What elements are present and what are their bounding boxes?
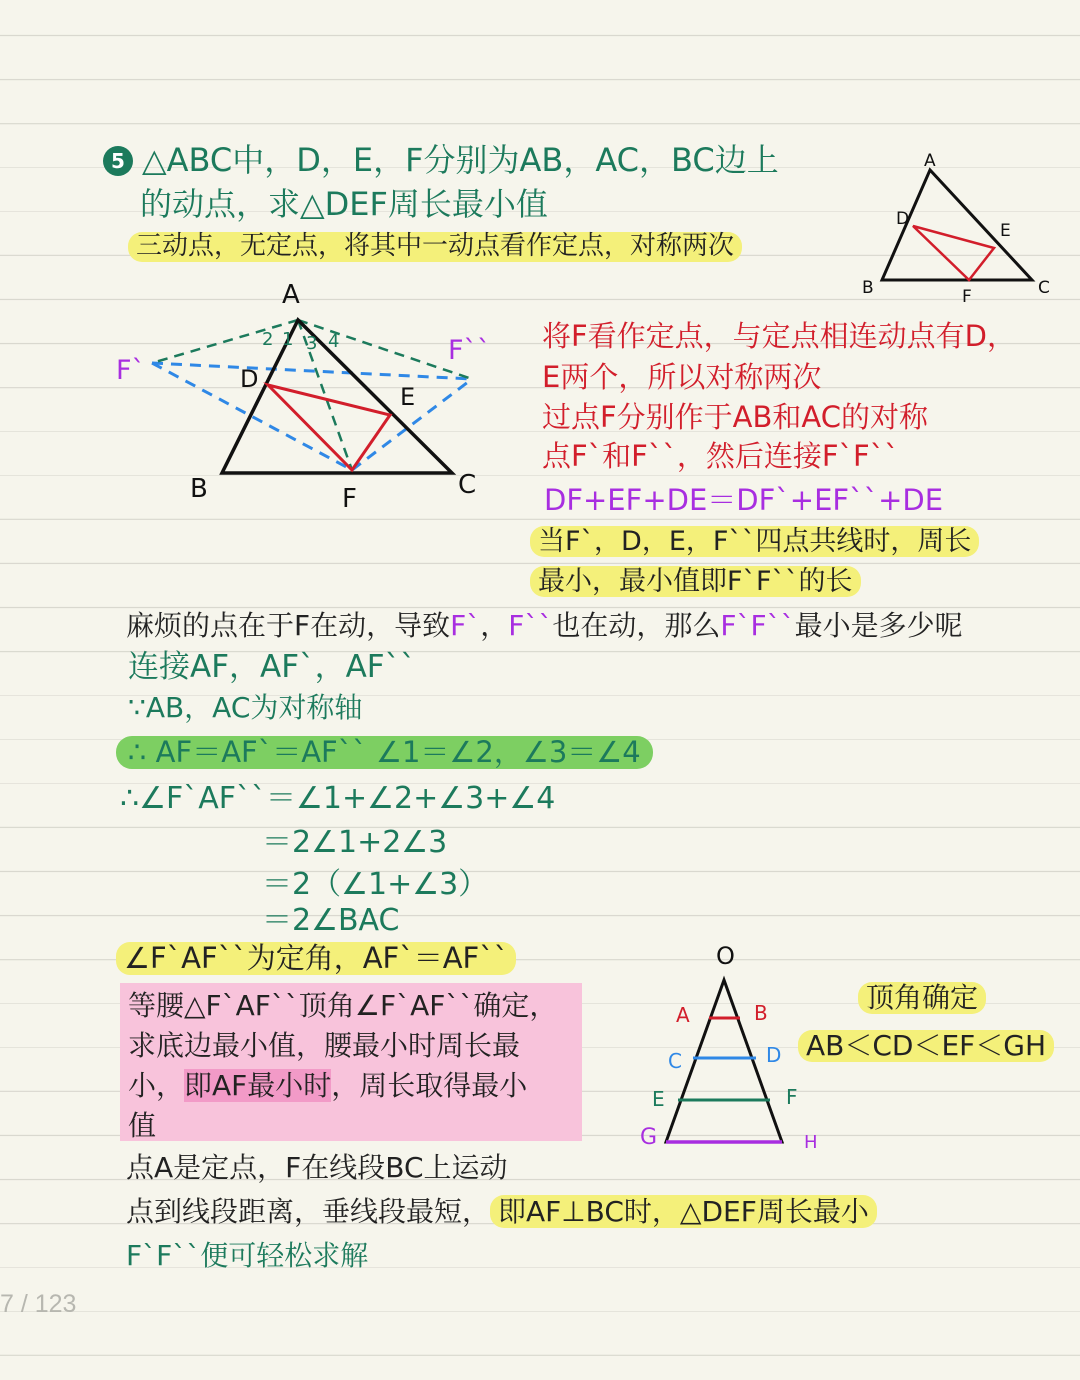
right-note-line-2: E两个，所以对称两次: [542, 360, 822, 394]
question-f1: F`: [450, 609, 481, 642]
small-label-D: D: [896, 209, 910, 229]
equation-step-2: ＝2（∠1+∠3）: [262, 867, 489, 902]
point-a-line: 点A是定点，F在线段BC上运动: [126, 1151, 508, 1184]
small-label-E: E: [1000, 221, 1011, 241]
iso-label-G: G: [640, 1125, 658, 1150]
angle-label-4: 4: [328, 331, 340, 352]
question-prefix: 麻烦的点在于F在动，导致: [126, 609, 451, 642]
connect-line: 连接AF，AF`，AF``: [128, 649, 416, 685]
therefore-line-2: ∴∠F`AF``＝∠1+∠2+∠3+∠4: [120, 781, 556, 816]
small-dEF-triangle: [913, 226, 994, 280]
collinear-condition-line-2: 最小，最小值即F`F``的长: [530, 566, 861, 597]
pink-line-1: 等腰△F`AF``顶角∠F`AF``确定，: [128, 989, 558, 1022]
pink-line-3: [128, 1070, 527, 1102]
question-ff: F`F``: [720, 609, 795, 642]
fixed-angle-line: ∠F`AF``为定角，AF`＝AF``: [116, 942, 516, 975]
label-F2: F``: [448, 335, 491, 366]
pink-line-3-c: ，周长取得最小: [331, 1069, 528, 1102]
question-mid: 也在动，那么: [552, 609, 721, 642]
segment-inequality: AB＜CD＜EF＜GH: [798, 1030, 1054, 1062]
pink-line-4: 值: [128, 1109, 157, 1142]
iso-label-H: H: [804, 1132, 818, 1153]
problem-line-2: 的动点，求△DEF周长最小值: [140, 185, 548, 223]
iso-label-F: F: [786, 1085, 798, 1109]
label-B: B: [190, 474, 208, 504]
iso-label-D: D: [766, 1043, 782, 1067]
equation-step-1: ＝2∠1+2∠3: [262, 825, 448, 860]
question-sep: ，: [480, 609, 509, 642]
small-triangle-diagram: [858, 150, 1058, 310]
therefore-line-1: ∴ AF＝AF`＝AF`` ∠1＝∠2，∠3＝∠4: [116, 736, 653, 769]
iso-label-C: C: [668, 1049, 682, 1073]
perimeter-equation: DF+EF+DE＝DF`+EF``+DE: [544, 483, 944, 517]
problem-line-1: △ABC中，D，E，F分别为AB，AC，BC边上: [142, 141, 779, 179]
main-reflection-diagram: [110, 275, 530, 525]
question-f2: F``: [508, 609, 553, 642]
green-dashed-a-f1: [152, 320, 298, 363]
small-label-F: F: [962, 287, 972, 307]
problem-number-badge: 5: [103, 146, 133, 176]
iso-label-B: B: [754, 1001, 768, 1025]
angle-label-1: 1: [282, 329, 294, 350]
pink-line-3-emphasis: 即AF最小时: [184, 1069, 332, 1102]
final-line: F`F``便可轻松求解: [126, 1239, 369, 1272]
distance-highlight: 即AF⊥BC时，△DEF周长最小: [490, 1195, 877, 1228]
label-F: F: [342, 484, 357, 514]
right-note-line-3: 过点F分别作于AB和AC的对称: [542, 400, 928, 434]
iso-label-E: E: [652, 1087, 665, 1111]
equation-step-3: ＝2∠BAC: [262, 903, 400, 938]
angle-label-2: 2: [262, 329, 274, 350]
collinear-condition-line-1: 当F`，D，E，F``四点共线时，周长: [530, 526, 979, 557]
small-label-A: A: [924, 151, 936, 171]
because-line: ∵AB，AC为对称轴: [128, 691, 363, 724]
distance-line: [126, 1196, 877, 1228]
blue-dashed-f1-f2: [152, 363, 472, 379]
label-C: C: [458, 470, 477, 500]
angle-label-3: 3: [306, 333, 318, 354]
distance-prefix: 点到线段距离，垂线段最短，: [126, 1195, 491, 1228]
small-label-B: B: [862, 278, 874, 298]
question-suffix: 最小是多少呢: [794, 609, 963, 642]
label-F1: F`: [116, 355, 146, 386]
label-D: D: [240, 365, 259, 393]
question-line: [126, 610, 963, 642]
problem-hint: 三动点，无定点，将其中一动点看作定点，对称两次: [128, 232, 742, 262]
iso-label-O: O: [716, 942, 735, 970]
label-E: E: [400, 383, 416, 411]
small-label-C: C: [1038, 278, 1050, 298]
pink-line-3-a: 小，: [128, 1069, 185, 1102]
right-note-line-1: 将F看作定点，与定点相连动点有D，: [542, 319, 1017, 353]
page-counter: 7 / 123: [0, 1290, 77, 1318]
pink-line-2: 求底边最小值，腰最小时周长最: [128, 1029, 521, 1062]
vertex-angle-note: 顶角确定: [858, 982, 986, 1014]
label-A: A: [282, 280, 300, 310]
right-note-line-4: 点F`和F``，然后连接F`F``: [542, 439, 899, 473]
iso-label-A: A: [676, 1003, 690, 1027]
